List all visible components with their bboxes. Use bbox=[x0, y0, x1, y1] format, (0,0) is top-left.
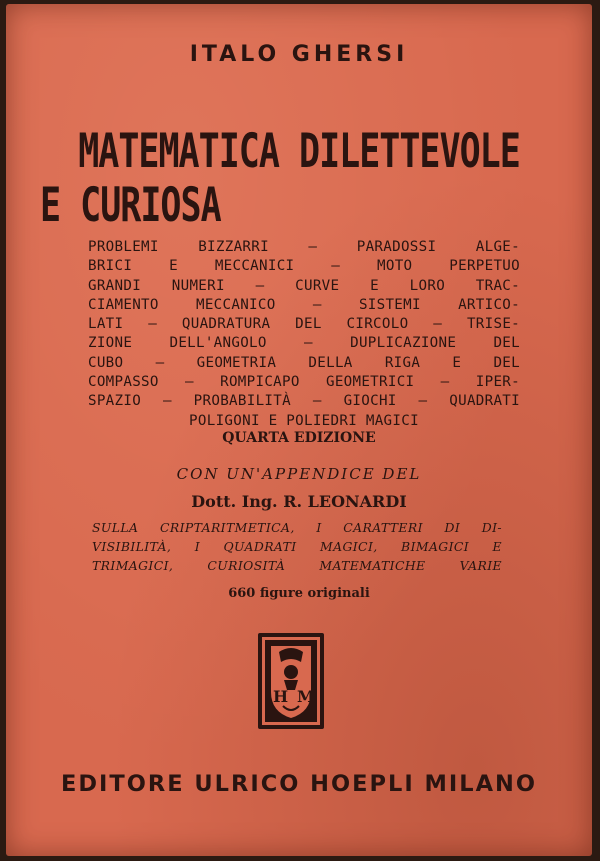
appendix-intro: CON UN'APPENDICE DEL bbox=[176, 465, 422, 483]
subtitle-block bbox=[88, 238, 520, 431]
title-line-2: E CURIOSA bbox=[40, 179, 221, 233]
subtitle-line: ZIONE DELL'ANGOLO – DUPLICAZIONE DEL bbox=[88, 335, 520, 352]
subtitle-line: COMPASSO – ROMPICAPO GEOMETRICI – IPER- bbox=[88, 374, 520, 391]
figures-count: 660 figure originali bbox=[228, 586, 370, 601]
appendix-line: VISIBILITÀ, I QUADRATI MAGICI, BIMAGICI E bbox=[92, 539, 502, 554]
edition-label: QUARTA EDIZIONE bbox=[222, 430, 376, 446]
appendix-description bbox=[92, 518, 502, 575]
subtitle-line: CUBO – GEOMETRIA DELLA RIGA E DEL bbox=[88, 354, 520, 371]
subtitle-line: BRICI E MECCANICI – MOTO PERPETUO bbox=[88, 258, 520, 275]
subtitle-line: CIAMENTO MECCANICO – SISTEMI ARTICO- bbox=[88, 296, 520, 313]
subtitle-line: GRANDI NUMERI – CURVE E LORO TRAC- bbox=[88, 277, 520, 294]
publisher-name: EDITORE ULRICO HOEPLI MILANO bbox=[60, 771, 538, 797]
appendix-line: TRIMAGICI, CURIOSITÀ MATEMATICHE VARIE bbox=[92, 558, 502, 573]
publisher-emblem-icon bbox=[257, 632, 325, 730]
emblem-letter: M bbox=[297, 687, 315, 706]
appendix-line: SULLA CRIPTARITMETICA, I CARATTERI DI DI- bbox=[92, 520, 502, 535]
subtitle-line: PROBLEMI BIZZARRI – PARADOSSI ALGE- bbox=[88, 239, 520, 255]
title-line-1: MATEMATICA DILETTEVOLE bbox=[78, 125, 520, 179]
emblem-letter: H bbox=[273, 687, 289, 706]
book-cover bbox=[6, 4, 592, 856]
appendix-author: Dott. Ing. R. LEONARDI bbox=[191, 492, 407, 511]
subtitle-line: LATI – QUADRATURA DEL CIRCOLO – TRISE- bbox=[88, 316, 520, 333]
subtitle-line: POLIGONI E POLIEDRI MAGICI bbox=[189, 412, 419, 429]
author-name: ITALO GHERSI bbox=[189, 42, 409, 67]
subtitle-line: SPAZIO – PROBABILITÀ – GIOCHI – QUADRATI bbox=[88, 393, 520, 410]
